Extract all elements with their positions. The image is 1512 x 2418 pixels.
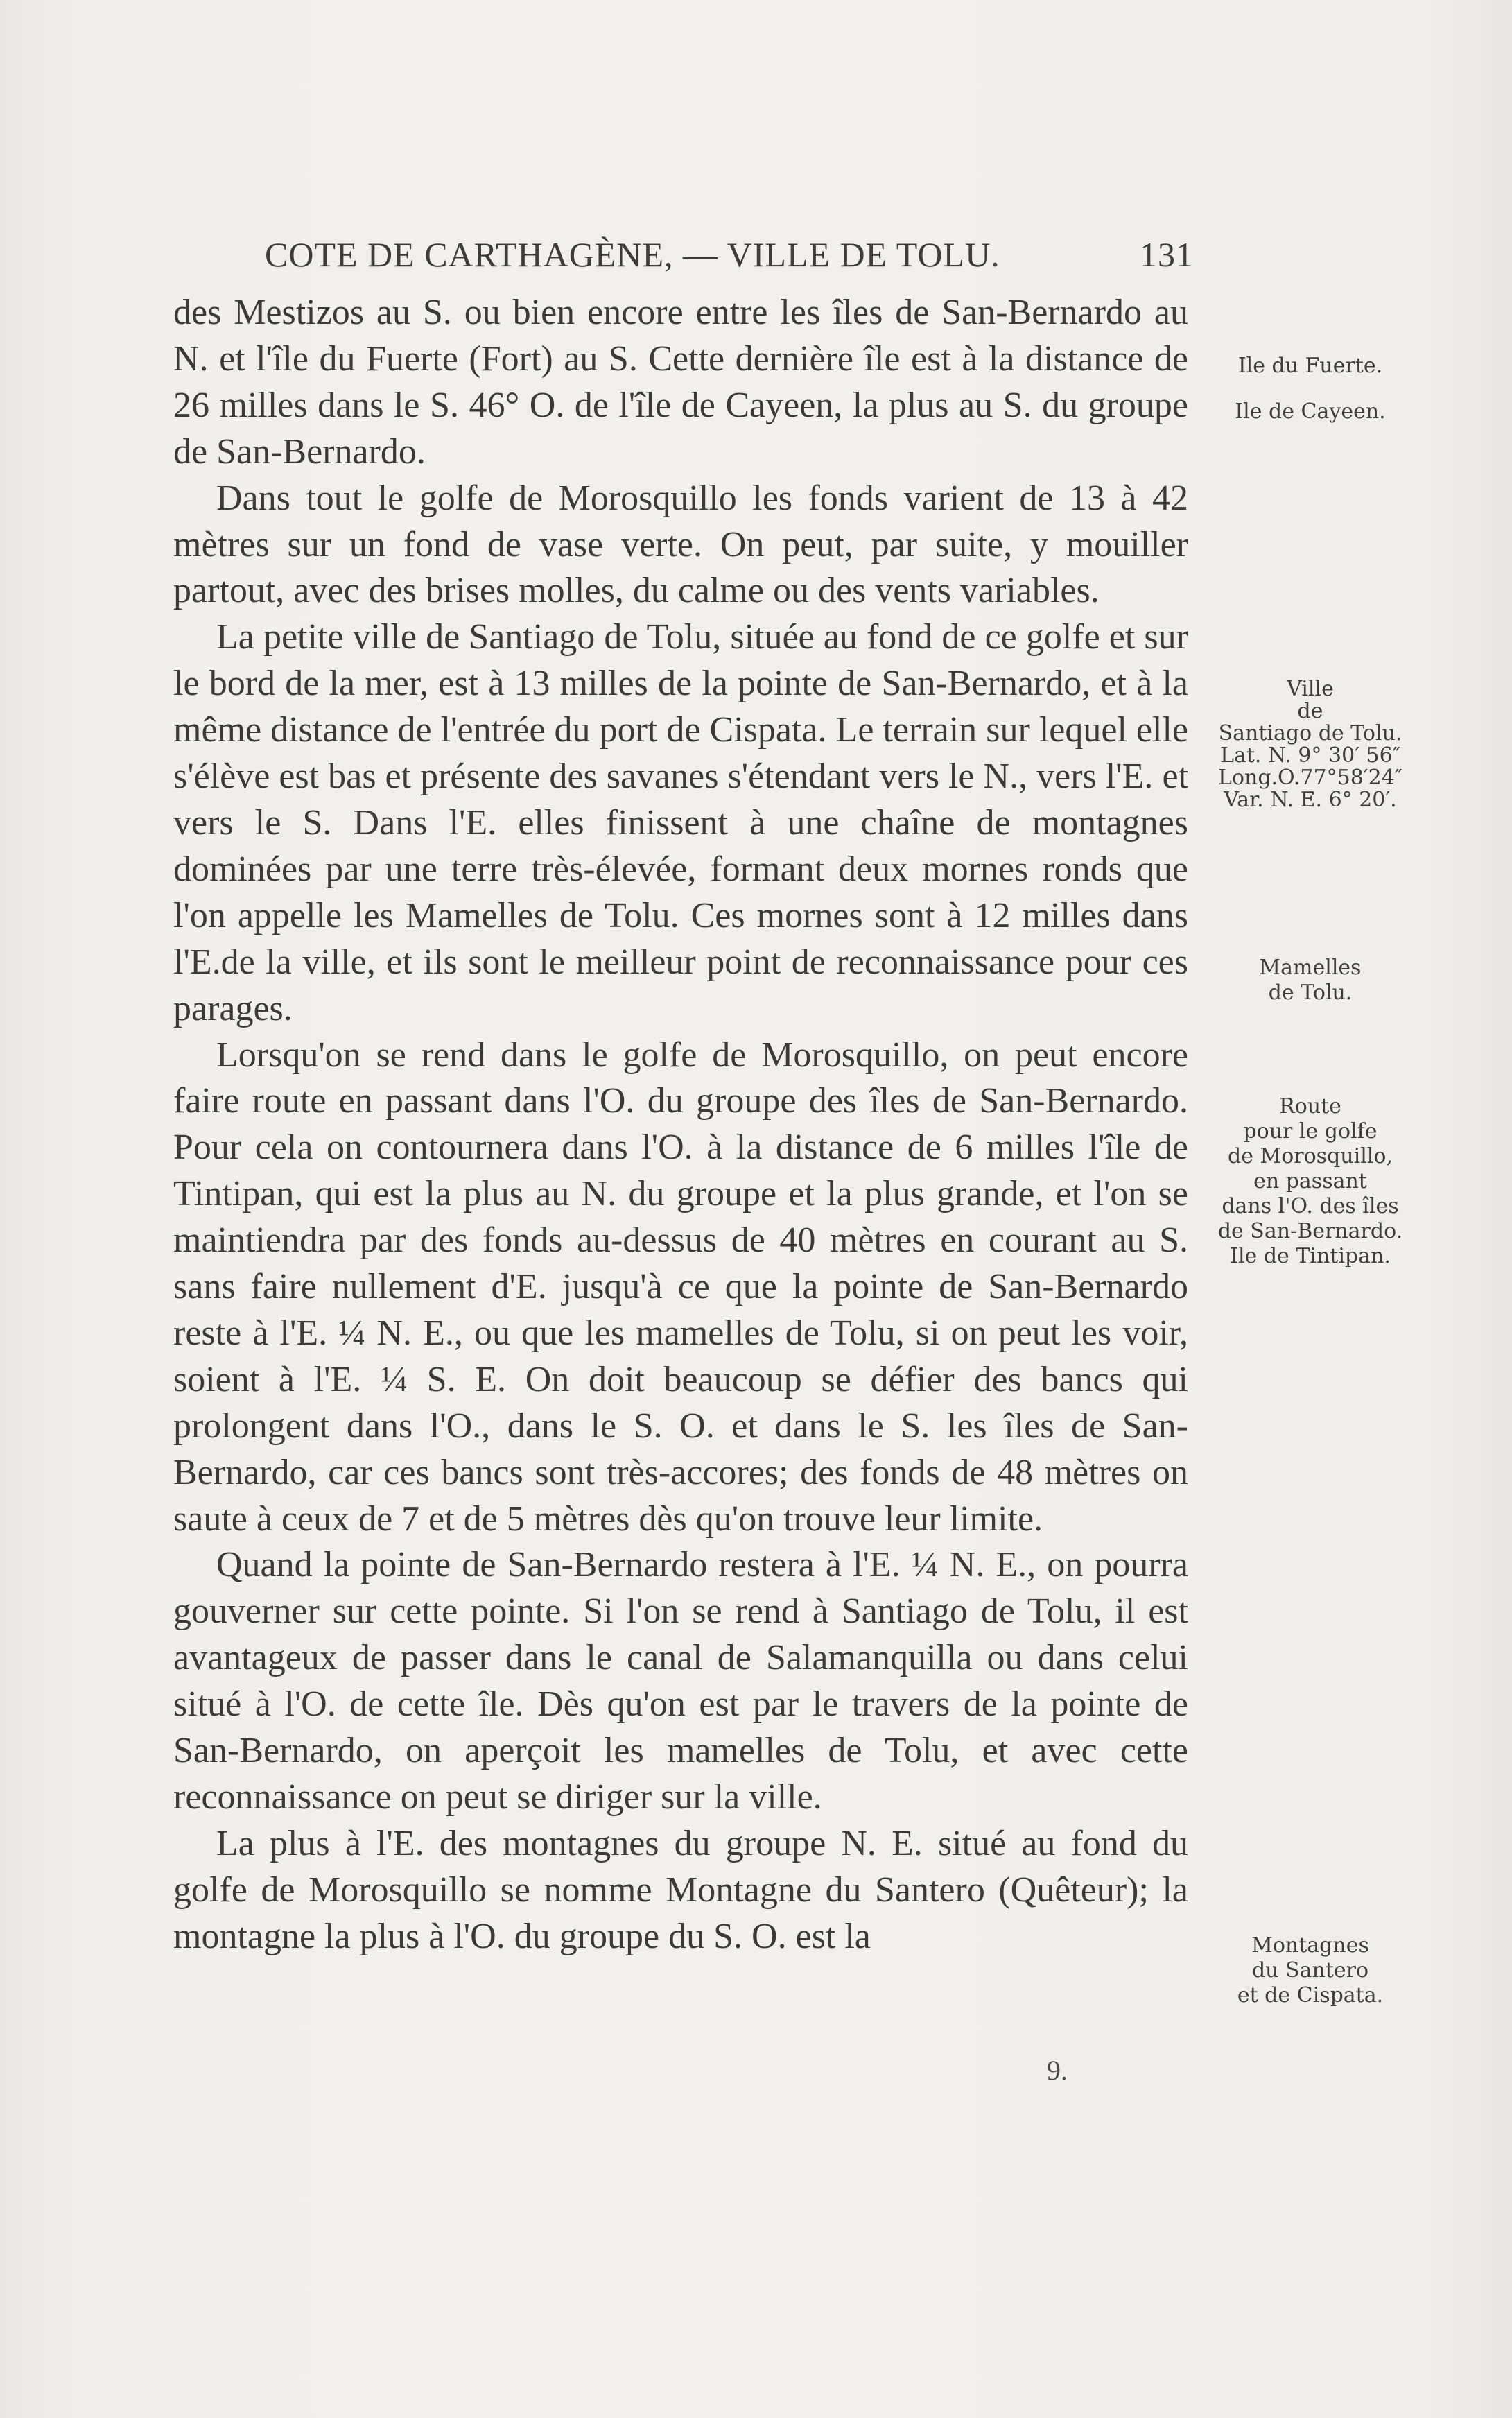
- margin-note-santiago: [1196, 678, 1425, 811]
- margin-note-line: Long.O.77°58′24″: [1218, 766, 1402, 790]
- margin-note-line: de Morosquillo,: [1228, 1144, 1393, 1168]
- signature-mark: 9.: [1047, 2055, 1068, 2086]
- running-head: [265, 234, 1194, 283]
- margin-note-line: Montagnes: [1251, 1933, 1369, 1958]
- paragraph-1: des Mestizos au S. ou bien encore entre les îles de San-Bernardo au N. et l'île du Fuerte (Fort) au S. Cette dernière île est à la distance de 26 milles dans le S. 46° O. de l'île de Cayeen, la plus au S. du groupe de San-Bernardo.: [173, 293, 1188, 472]
- margin-note-fuerte: [1196, 354, 1425, 379]
- margin-note-line: du Santero: [1251, 1958, 1369, 1983]
- margin-note-line: et de Cispata.: [1237, 1983, 1384, 2007]
- margin-note-line: Var. N. E. 6° 20′.: [1224, 788, 1397, 812]
- paragraph-6: La plus à l'E. des montagnes du groupe N. E. situé au fond du golfe de Morosquillo se nomme Montagne du Santero (Quêteur); la montagne la plus à l'O. du groupe du S. O. est la: [173, 1823, 1188, 1956]
- margin-note-line: Ville: [1287, 677, 1334, 701]
- margin-note-line: Ile du Fuerte.: [1237, 354, 1383, 378]
- paragraph-2: Dans tout le golfe de Morosquillo les fonds varient de 13 à 42 mètres sur un fond de vase verte. On peut, par suite, y mouiller partout, avec des brises molles, du calme ou des vents variables.: [173, 478, 1188, 611]
- margin-note-line: Ile de Tintipan.: [1230, 1244, 1391, 1268]
- paragraph-3: La petite ville de Santiago de Tolu, située au fond de ce golfe et sur le bord de la mer, est à 13 milles de la pointe de San-Bernardo, et à la même distance de l'entrée du port de Cispata. Le terrain sur lequel elle s'élève est bas et présente des savanes s'étendant vers le N., vers l'E. et vers le S. Dans l'E. elles finissent à une chaîne de montagnes dominées par une terre très-élevée, formant deux mornes ronds que l'on appelle les Mamelles de Tolu. Ces mornes sont à 12 milles dans l'E.de la ville, et ils sont le meilleur point de reconnaissance pour ces parages.: [173, 617, 1188, 1028]
- margin-note-line: de: [1297, 699, 1323, 723]
- margin-note-line: Ile de Cayeen.: [1235, 399, 1386, 424]
- margin-note-line: Mamelles: [1259, 956, 1362, 980]
- margin-note-montagnes: [1196, 1933, 1425, 2008]
- margin-note-line: de Tolu.: [1268, 981, 1353, 1005]
- paragraph-5: Quand la pointe de San-Bernardo restera à l'E. ¼ N. E., on pourra gouverner sur cette pointe. Si l'on se rend à Santiago de Tolu, il est avantageux de passer dans le canal de Salamanquilla ou dans celui situé à l'O. de cette île. Dès qu'on est par le travers de la pointe de San-Bernardo, on aperçoit les mamelles de Tolu, et avec cette reconnaissance on peut se diriger sur la ville.: [173, 1545, 1188, 1817]
- running-head-title: COTE DE CARTHAGÈNE, — VILLE DE TOLU.: [265, 235, 1000, 274]
- margin-note-route: [1196, 1094, 1425, 1269]
- margin-note-line: en passant: [1253, 1169, 1367, 1193]
- margin-note-cayeen: [1196, 399, 1425, 424]
- margin-note-line: Lat. N. 9° 30′ 56″: [1220, 743, 1400, 768]
- margin-note-line: de San-Bernardo.: [1217, 1219, 1403, 1243]
- page-number: 131: [1140, 235, 1194, 274]
- margin-note-line: Route: [1279, 1094, 1341, 1119]
- body-text: [173, 290, 1188, 1960]
- margin-note-line: pour le golfe: [1243, 1119, 1378, 1143]
- margin-note-line: Santiago de Tolu.: [1218, 721, 1402, 745]
- paragraph-4: Lorsqu'on se rend dans le golfe de Morosquillo, on peut encore faire route en passant dans l'O. du groupe des îles de San-Bernardo. Pour cela on contournera dans l'O. à la distance de 6 milles l'île de Tintipan, qui est la plus au N. du groupe et la plus grande, et l'on se maintiendra par des fonds au-dessus de 40 mètres en courant au S. sans faire nullement d'E. jusqu'à ce que la pointe de San-Bernardo reste à l'E. ¼ N. E., ou que les mamelles de Tolu, si on peut les voir, soient à l'E. ¼ S. E. On doit beaucoup se défier des bancs qui prolongent dans l'O., dans le S. O. et dans le S. les îles de San-Bernardo, car ces bancs sont très-accores; des fonds de 48 mètres on saute à ceux de 7 et de 5 mètres dès qu'on trouve leur limite.: [173, 1035, 1188, 1539]
- margin-note-mamelles: [1196, 956, 1425, 1005]
- margin-note-line: dans l'O. des îles: [1222, 1194, 1399, 1218]
